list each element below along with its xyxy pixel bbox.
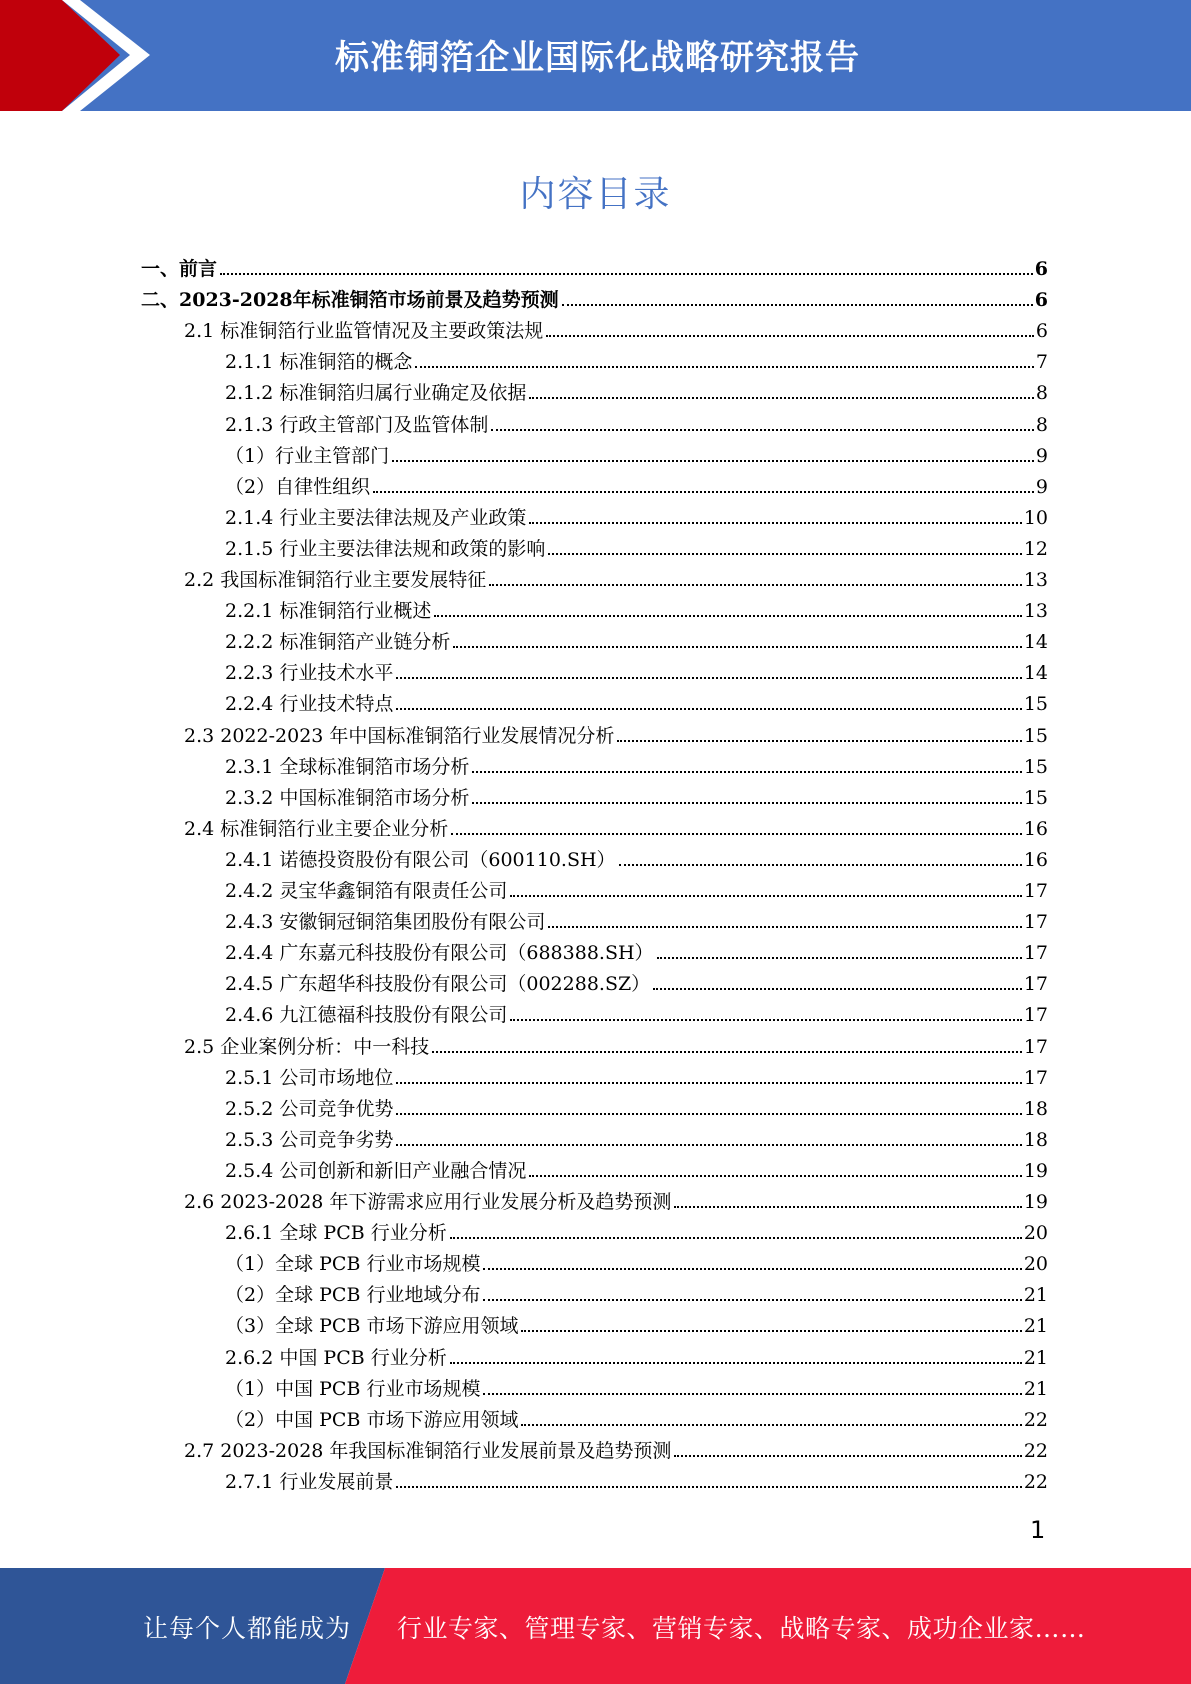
toc-entry-page: 10 <box>1023 506 1048 529</box>
toc-entry-label: 2.1 标准铜箔行业监管情况及主要政策法规 <box>184 320 544 343</box>
toc-entry[interactable] <box>225 938 1048 969</box>
toc-entry-label: 2.4 标准铜箔行业主要企业分析 <box>184 817 449 840</box>
toc-entry[interactable] <box>225 1280 1048 1311</box>
toc-entry-page: 15 <box>1023 755 1048 778</box>
toc-entry-page: 12 <box>1023 537 1048 560</box>
toc-entry[interactable] <box>225 1467 1048 1498</box>
toc-entry-label: 2.5.2 公司竞争优势 <box>225 1097 394 1120</box>
toc-entry-label: 二、2023-2028年标准铜箔市场前景及趋势预测 <box>141 289 559 312</box>
toc-entry[interactable] <box>225 347 1048 378</box>
toc-entry-label: 2.7 2023-2028 年我国标准铜箔行业发展前景及趋势预测 <box>184 1439 672 1462</box>
toc-entry-label: 2.4.6 九江德福科技股份有限公司 <box>225 1004 508 1027</box>
toc-dot-leader <box>396 1485 1021 1488</box>
toc-dot-leader <box>483 1392 1021 1395</box>
toc-entry-label: 2.6.2 中国 PCB 行业分析 <box>225 1346 447 1369</box>
toc-entry[interactable] <box>225 410 1048 441</box>
toc-entry-page: 17 <box>1023 911 1048 934</box>
toc-entry-label: 2.1.3 行政主管部门及监管体制 <box>225 413 489 436</box>
toc-entry-label: （3）全球 PCB 市场下游应用领域 <box>225 1315 519 1338</box>
toc-entry-label: 2.2.3 行业技术水平 <box>225 662 394 685</box>
toc-entry[interactable] <box>225 658 1048 689</box>
toc-dot-leader <box>529 1174 1021 1177</box>
toc-entry-page: 8 <box>1035 382 1048 405</box>
toc-entry-page: 6 <box>1034 258 1048 280</box>
toc-entry[interactable] <box>225 1374 1048 1405</box>
footer-band <box>0 1568 1191 1684</box>
toc-dot-leader <box>472 770 1021 773</box>
toc-entry[interactable] <box>141 254 1048 285</box>
toc-dot-leader <box>546 334 1034 337</box>
toc-dot-leader <box>451 832 1022 835</box>
toc-entry-label: （2）自律性组织 <box>225 475 371 498</box>
toc-entry[interactable] <box>184 316 1048 347</box>
toc-dot-leader <box>489 583 1022 586</box>
toc-entry-label: 2.5.3 公司竞争劣势 <box>225 1128 394 1151</box>
toc-entry-page: 15 <box>1023 693 1048 716</box>
toc-dot-leader <box>674 1205 1021 1208</box>
toc-dot-leader <box>657 956 1022 959</box>
toc-dot-leader <box>396 1081 1021 1084</box>
toc-entry-label: 2.5 企业案例分析：中一科技 <box>184 1035 430 1058</box>
toc-entry-page: 19 <box>1023 1191 1048 1213</box>
toc-entry[interactable] <box>225 752 1048 783</box>
toc-dot-leader <box>472 801 1021 804</box>
toc-entry-page: 16 <box>1023 848 1048 871</box>
toc-dot-leader <box>529 521 1021 524</box>
toc-entry[interactable] <box>184 814 1048 845</box>
toc-entry[interactable] <box>141 285 1048 316</box>
toc-entry-page: 19 <box>1023 1159 1048 1182</box>
toc-dot-leader <box>483 1267 1021 1270</box>
toc-dot-leader <box>653 987 1022 990</box>
toc-entry-label: 2.1.5 行业主要法律法规和政策的影响 <box>225 537 546 560</box>
toc-entry[interactable] <box>184 1187 1048 1218</box>
toc-entry[interactable] <box>225 845 1048 876</box>
toc-entry-page: 17 <box>1023 1066 1048 1089</box>
toc-entry[interactable] <box>225 627 1048 658</box>
toc-entry-label: 2.1.1 标准铜箔的概念 <box>225 351 413 374</box>
toc-dot-leader <box>674 1454 1021 1457</box>
toc-entry[interactable] <box>225 596 1048 627</box>
toc-dot-leader <box>617 739 1021 742</box>
toc-entry[interactable] <box>225 783 1048 814</box>
toc-entry-label: 2.2.4 行业技术特点 <box>225 693 394 716</box>
toc-dot-leader <box>529 396 1034 399</box>
toc-entry-page: 15 <box>1023 724 1048 747</box>
toc-entry[interactable] <box>225 1063 1048 1094</box>
toc-dot-leader <box>521 1423 1021 1426</box>
toc-entry[interactable] <box>184 565 1048 596</box>
toc-entry-label: 2.2.1 标准铜箔行业概述 <box>225 600 432 623</box>
toc-dot-leader <box>562 303 1033 306</box>
toc-entry-page: 21 <box>1023 1377 1048 1400</box>
toc-entry[interactable] <box>225 907 1048 938</box>
toc-entry-label: 2.4.5 广东超华科技股份有限公司（002288.SZ） <box>225 973 651 996</box>
toc-entry-label: 2.6 2023-2028 年下游需求应用行业发展分析及趋势预测 <box>184 1191 672 1213</box>
toc-entry-label: 2.3.1 全球标准铜箔市场分析 <box>225 755 470 778</box>
toc-entry-page: 8 <box>1035 413 1048 436</box>
toc-entry[interactable] <box>184 1436 1048 1467</box>
toc-entry-label: 2.5.4 公司创新和新旧产业融合情况 <box>225 1159 527 1182</box>
toc-entry[interactable] <box>225 503 1048 534</box>
toc-title: 内容目录 <box>519 174 672 215</box>
toc-entry-page: 17 <box>1023 1004 1048 1027</box>
toc-entry-page: 20 <box>1023 1253 1048 1276</box>
toc-entry[interactable] <box>225 378 1048 409</box>
toc-entry-page: 13 <box>1023 600 1048 623</box>
toc-entry-label: 2.6.1 全球 PCB 行业分析 <box>225 1222 447 1245</box>
toc-entry-page: 16 <box>1023 817 1048 840</box>
toc-dot-leader <box>450 1361 1022 1364</box>
toc-entry[interactable] <box>225 441 1048 472</box>
toc-entry-page: 20 <box>1023 1222 1048 1245</box>
toc-entry-label: 2.4.3 安徽铜冠铜箔集团股份有限公司 <box>225 911 546 934</box>
toc-entry-label: 2.1.2 标准铜箔归属行业确定及依据 <box>225 382 527 405</box>
toc-dot-leader <box>392 459 1034 462</box>
toc-entry[interactable] <box>225 1000 1048 1031</box>
toc-entry-label: （1）全球 PCB 行业市场规模 <box>225 1253 481 1276</box>
toc-entry-label: 2.7.1 行业发展前景 <box>225 1470 394 1493</box>
toc-entry-page: 17 <box>1023 1035 1048 1058</box>
toc-dot-leader <box>521 1329 1021 1332</box>
toc-entry-label: （2）中国 PCB 市场下游应用领域 <box>225 1408 519 1431</box>
toc-entry-page: 21 <box>1023 1284 1048 1307</box>
toc-dot-leader <box>510 894 1021 897</box>
toc-dot-leader <box>491 428 1034 431</box>
toc-dot-leader <box>453 645 1021 648</box>
toc-entry-page: 21 <box>1023 1346 1048 1369</box>
toc-entry-label: 2.4.4 广东嘉元科技股份有限公司（688388.SH） <box>225 942 654 965</box>
toc-entry-label: （1）中国 PCB 行业市场规模 <box>225 1377 481 1400</box>
toc-entry[interactable] <box>225 1094 1048 1125</box>
toc-entry-page: 13 <box>1023 569 1048 591</box>
toc-entry-label: 2.3 2022-2023 年中国标准铜箔行业发展情况分析 <box>184 724 615 747</box>
toc-entry[interactable] <box>225 1156 1048 1187</box>
toc-entry[interactable] <box>225 1311 1048 1342</box>
toc-entry[interactable] <box>184 721 1048 752</box>
toc-entry-page: 15 <box>1023 786 1048 809</box>
toc-entry-page: 14 <box>1023 662 1048 685</box>
toc-entry-page: 14 <box>1023 631 1048 654</box>
toc-entry-label: 2.2 我国标准铜箔行业主要发展特征 <box>184 569 487 591</box>
toc-dot-leader <box>548 552 1021 555</box>
toc-entry-label: （1）行业主管部门 <box>225 444 390 467</box>
toc-entry[interactable] <box>225 1343 1048 1374</box>
toc-entry-page: 18 <box>1023 1097 1048 1120</box>
footer-slogan-right: 行业专家、管理专家、营销专家、战略专家、成功企业家…… <box>397 1614 1086 1643</box>
toc-entry-page: 7 <box>1035 351 1048 374</box>
toc-entry-page: 22 <box>1023 1470 1048 1493</box>
toc-entry[interactable] <box>225 1249 1048 1280</box>
toc-dot-leader <box>450 1236 1022 1239</box>
toc-entry[interactable] <box>225 969 1048 1000</box>
report-title: 标准铜箔企业国际化战略研究报告 <box>335 38 860 78</box>
toc-dot-leader <box>373 490 1034 493</box>
toc-entry-page: 22 <box>1023 1439 1048 1462</box>
toc-entry-label: 2.4.2 灵宝华鑫铜箔有限责任公司 <box>225 880 508 902</box>
toc-dot-leader <box>548 925 1021 928</box>
toc-entry-label: 一、前言 <box>141 258 218 280</box>
toc-entry[interactable] <box>225 472 1048 503</box>
toc-entry[interactable] <box>225 1405 1048 1436</box>
toc-entry[interactable] <box>184 1032 1048 1063</box>
toc-dot-leader <box>396 707 1021 710</box>
footer-slogan-left: 让每个人都能成为 <box>143 1614 352 1643</box>
toc-entry-label: 2.4.1 诺德投资股份有限公司（600110.SH） <box>225 848 616 871</box>
header-band <box>0 0 1191 111</box>
toc-dot-leader <box>483 1298 1021 1301</box>
toc-entry[interactable] <box>225 534 1048 565</box>
toc-entry-label: 2.1.4 行业主要法律法规及产业政策 <box>225 506 527 529</box>
toc-entry-page: 18 <box>1023 1128 1048 1151</box>
toc-entry-page: 9 <box>1035 444 1048 467</box>
toc-entry-label: 2.5.1 公司市场地位 <box>225 1066 394 1089</box>
toc-entry-page: 17 <box>1023 942 1048 965</box>
toc-entry-page: 9 <box>1035 475 1048 498</box>
toc-entry-page: 21 <box>1023 1315 1048 1338</box>
toc-entry-page: 22 <box>1023 1408 1048 1431</box>
toc-dot-leader <box>415 365 1034 368</box>
toc-dot-leader <box>434 614 1021 617</box>
toc-entry-label: （2）全球 PCB 行业地域分布 <box>225 1284 481 1307</box>
toc-entry-label: 2.2.2 标准铜箔产业链分析 <box>225 631 451 654</box>
toc-entry-page: 17 <box>1023 880 1048 902</box>
toc-entry-page: 17 <box>1023 973 1048 996</box>
toc-dot-leader <box>396 676 1021 679</box>
toc-entry-label: 2.3.2 中国标准铜箔市场分析 <box>225 786 470 809</box>
toc-dot-leader <box>220 272 1033 275</box>
toc-dot-leader <box>396 1112 1021 1115</box>
toc-entry[interactable] <box>225 1125 1048 1156</box>
page-number: 1 <box>1030 1516 1046 1544</box>
toc-dot-leader <box>396 1143 1021 1146</box>
toc-entry-page: 6 <box>1034 289 1048 312</box>
toc-entry[interactable] <box>225 876 1048 907</box>
toc-entry[interactable] <box>225 689 1048 720</box>
toc-entry[interactable] <box>225 1218 1048 1249</box>
toc-entry-page: 6 <box>1035 320 1048 343</box>
toc-dot-leader <box>619 863 1022 866</box>
toc-dot-leader <box>432 1050 1022 1053</box>
toc-dot-leader <box>510 1018 1021 1021</box>
